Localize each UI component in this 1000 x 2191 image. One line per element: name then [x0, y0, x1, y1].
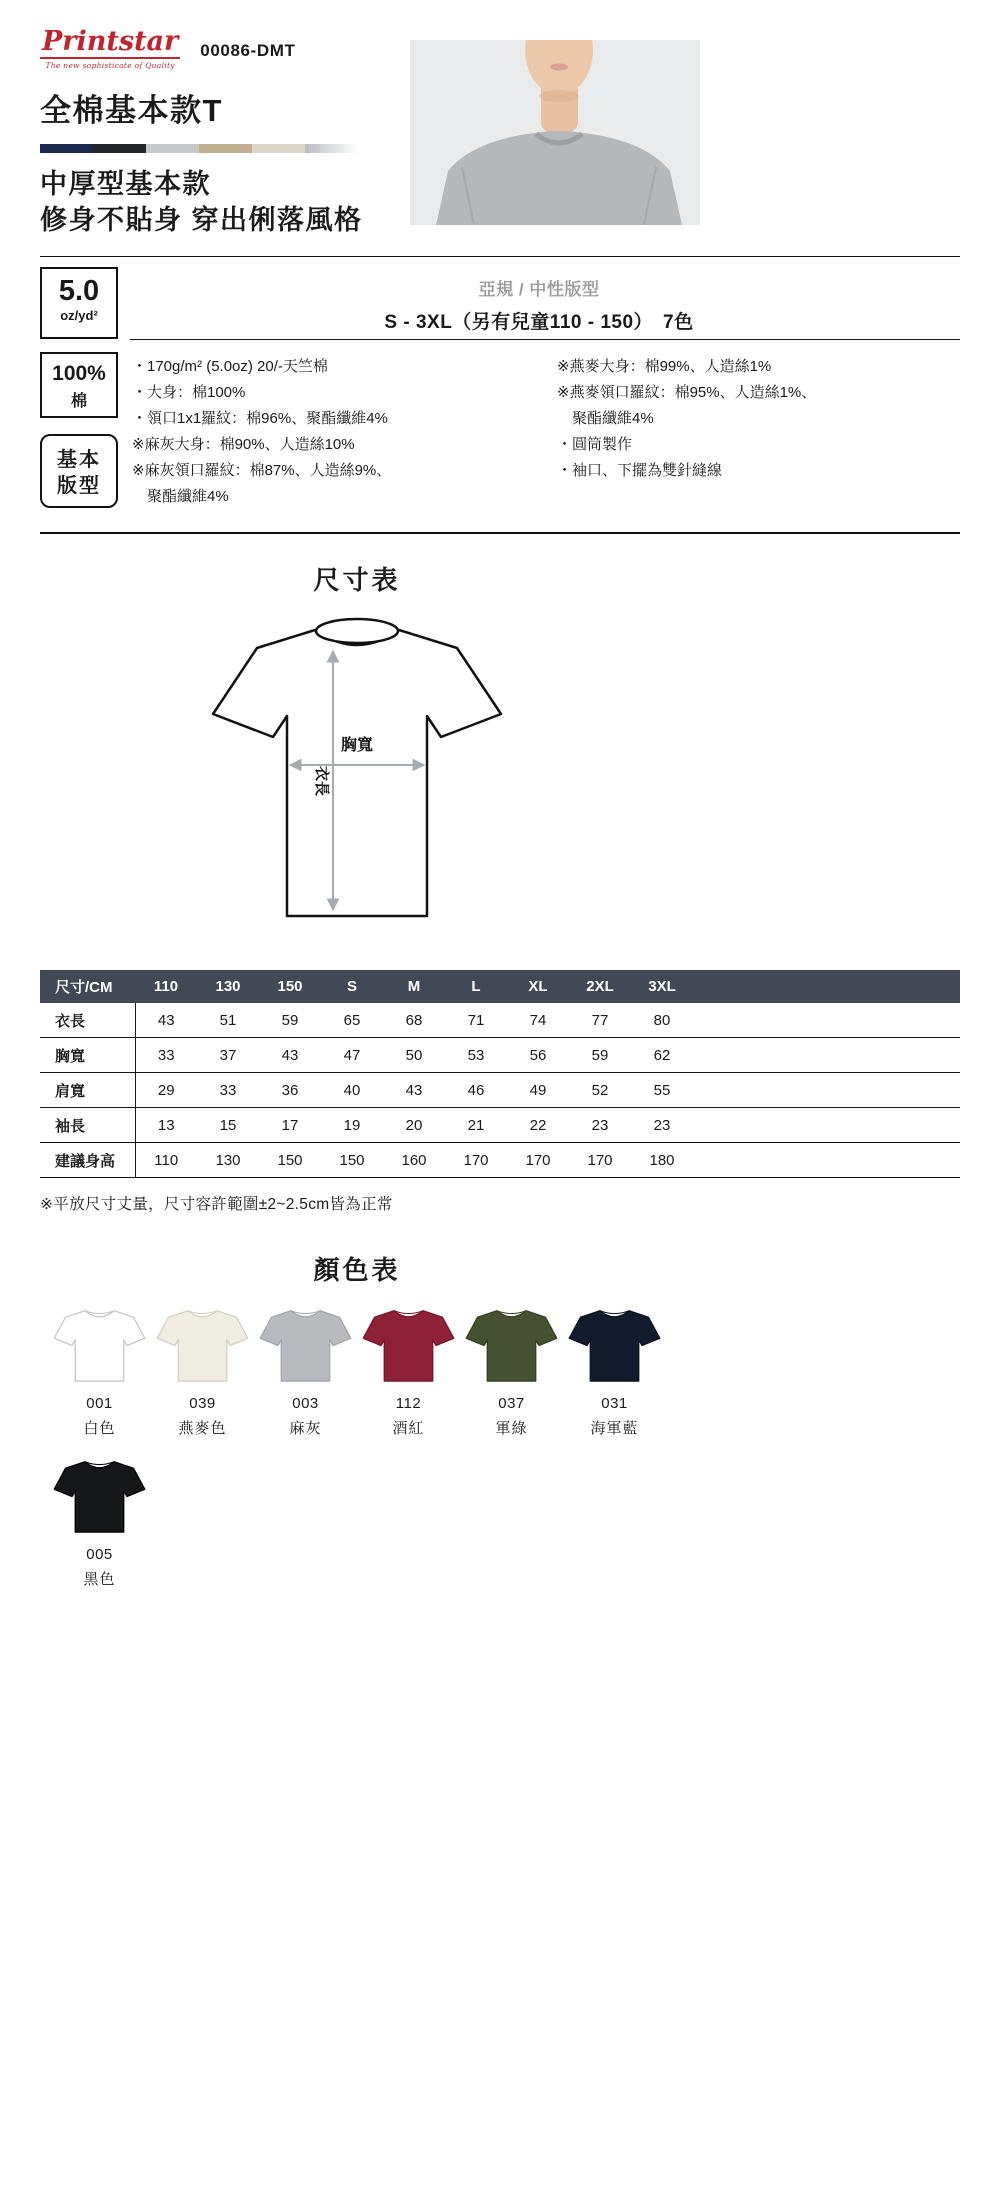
- tshirt-color-image: [51, 1456, 148, 1537]
- cell: 37: [197, 1038, 259, 1073]
- table-row: [40, 1003, 960, 1038]
- cell: 65: [321, 1003, 383, 1038]
- row-label: 衣長: [40, 1003, 135, 1038]
- cell: 130: [197, 1143, 259, 1178]
- strip-segment: [146, 144, 199, 153]
- subtitle-line-1: 中厚型基本款: [40, 169, 211, 199]
- detail-item: 聚酯纖維4%: [132, 487, 229, 505]
- cell: 68: [383, 1003, 445, 1038]
- cell: 29: [135, 1073, 197, 1108]
- material-details-right: [557, 354, 960, 510]
- col-header: M: [383, 970, 445, 1003]
- spec-row-weight: [0, 257, 1000, 339]
- detail-item: ・領口1x1羅紋：棉96%、聚酯纖維4%: [132, 409, 388, 427]
- color-swatch-039: [151, 1305, 254, 1438]
- tshirt-measure-diagram: [167, 613, 547, 947]
- tshirt-color-image: [257, 1305, 354, 1386]
- cell: 150: [321, 1143, 383, 1178]
- cell: 19: [321, 1108, 383, 1143]
- product-code: 00086-DMT: [200, 41, 296, 60]
- col-header: L: [445, 970, 507, 1003]
- color-name: 燕麥色: [178, 1420, 227, 1438]
- cell: 59: [259, 1003, 321, 1038]
- detail-item: ・170g/m² (5.0oz) 20/-天竺棉: [132, 357, 328, 375]
- cell: 20: [383, 1108, 445, 1143]
- row-label: 建議身高: [40, 1143, 135, 1178]
- measurement-note: ※平放尺寸丈量，尺寸容許範圍±2~2.5cm皆為正常: [40, 1196, 393, 1214]
- cell: 52: [569, 1073, 631, 1108]
- cell: 21: [445, 1108, 507, 1143]
- header: [0, 0, 1000, 239]
- detail-item: ・袖口、下擺為雙針縫線: [557, 461, 723, 479]
- row-filler: [693, 1143, 960, 1178]
- cell: 43: [259, 1038, 321, 1073]
- weight-value: 5.0: [58, 274, 100, 307]
- cell: 160: [383, 1143, 445, 1178]
- basic-fit-badge: [40, 434, 118, 508]
- color-name: 海軍藍: [590, 1420, 639, 1438]
- size-section: [0, 560, 1000, 1215]
- color-code: 005: [86, 1546, 113, 1564]
- col-header: 3XL: [631, 970, 693, 1003]
- col-header: 150: [259, 970, 321, 1003]
- detail-item: 聚酯纖維4%: [557, 409, 654, 427]
- brand-logo-tagline: The new sophisticate of Quality: [45, 61, 175, 70]
- cell: 77: [569, 1003, 631, 1038]
- tshirt-color-image: [566, 1305, 663, 1386]
- strip-segment: [199, 144, 252, 153]
- cell: 55: [631, 1073, 693, 1108]
- color-code: 003: [292, 1395, 319, 1413]
- cotton-value: 100%: [52, 361, 106, 385]
- cell: 23: [631, 1108, 693, 1143]
- material-details: [132, 352, 960, 510]
- tshirt-outline: [213, 630, 501, 916]
- col-header: 110: [135, 970, 197, 1003]
- col-header: 2XL: [569, 970, 631, 1003]
- cell: 180: [631, 1143, 693, 1178]
- size-diagram: [167, 613, 547, 952]
- strip-segment: [93, 144, 146, 153]
- color-swatch-005: [48, 1456, 151, 1589]
- cell: 43: [383, 1073, 445, 1108]
- row-filler: [693, 1003, 960, 1038]
- cell: 47: [321, 1038, 383, 1073]
- cell: 17: [259, 1108, 321, 1143]
- fit-badge-line-1: 基本: [57, 448, 101, 471]
- detail-item: ※燕麥領口羅紋：棉95%、人造絲1%、: [557, 383, 817, 401]
- collar: [316, 619, 398, 643]
- tshirt-color-image: [51, 1305, 148, 1386]
- size-diagram-block: [0, 560, 714, 952]
- weight-unit: oz/yd²: [60, 308, 98, 324]
- page-title: 全棉基本款T: [40, 93, 223, 128]
- color-swatch-037: [460, 1305, 563, 1438]
- color-swatch-031: [563, 1305, 666, 1438]
- body-length-label: 衣長: [313, 765, 330, 796]
- row-label: 肩寬: [40, 1073, 135, 1108]
- color-swatches: [0, 1287, 714, 1607]
- cell: 53: [445, 1038, 507, 1073]
- weight-badge: [40, 267, 118, 339]
- cell: 33: [197, 1073, 259, 1108]
- cell: 56: [507, 1038, 569, 1073]
- cotton-unit: 棉: [70, 392, 87, 410]
- brand-logo: [40, 28, 180, 70]
- color-name: 酒紅: [392, 1420, 425, 1438]
- cell: 49: [507, 1073, 569, 1108]
- detail-item: ※麻灰領口羅紋：棉87%、人造絲9%、: [132, 461, 392, 479]
- color-code: 039: [189, 1395, 216, 1413]
- subtitle-line-2: 修身不貼身 穿出俐落風格: [40, 205, 363, 236]
- color-code: 037: [498, 1395, 525, 1413]
- cell: 110: [135, 1143, 197, 1178]
- table-row: [40, 1143, 960, 1178]
- header-filler: [693, 970, 960, 1003]
- cell: 22: [507, 1108, 569, 1143]
- cell: 170: [569, 1143, 631, 1178]
- detail-item: ・大身：棉100%: [132, 383, 246, 401]
- detail-item: ※燕麥大身：棉99%、人造絲1%: [557, 357, 772, 375]
- strip-segment: [40, 144, 93, 153]
- cell: 40: [321, 1073, 383, 1108]
- cell: 43: [135, 1003, 197, 1038]
- table-row: [40, 1073, 960, 1108]
- material-details-left: [132, 354, 557, 510]
- row-label: 胸寬: [40, 1038, 135, 1073]
- strip-segment: [305, 144, 358, 153]
- cell: 62: [631, 1038, 693, 1073]
- cell: 51: [197, 1003, 259, 1038]
- cell: 71: [445, 1003, 507, 1038]
- row-filler: [693, 1038, 960, 1073]
- cell: 50: [383, 1038, 445, 1073]
- tshirt-color-image: [360, 1305, 457, 1386]
- size-range-label: S - 3XL（另有兒童110 - 150） 7色: [384, 311, 694, 333]
- tshirt-color-image: [154, 1305, 251, 1386]
- fit-badge-line-2: 版型: [57, 474, 101, 497]
- tshirt-color-image: [463, 1305, 560, 1386]
- col-header: 尺寸/CM: [40, 970, 135, 1003]
- size-section-heading: 尺寸表: [313, 564, 401, 595]
- detail-item: ※麻灰大身：棉90%、人造絲10%: [132, 435, 355, 453]
- fit-region-label: 亞規 / 中性版型: [478, 279, 600, 299]
- fit-size-info: [118, 267, 960, 334]
- badge-column: [40, 352, 118, 510]
- cell: 46: [445, 1073, 507, 1108]
- col-header: 130: [197, 970, 259, 1003]
- color-strip: [40, 144, 358, 153]
- cell: 13: [135, 1108, 197, 1143]
- color-section: [0, 1250, 1000, 1607]
- row-filler: [693, 1108, 960, 1143]
- color-code: 001: [86, 1395, 113, 1413]
- cell: 33: [135, 1038, 197, 1073]
- brand-logo-text: Printstar: [42, 26, 179, 57]
- table-row: [40, 1038, 960, 1073]
- row-label: 袖長: [40, 1108, 135, 1143]
- color-name: 黑色: [83, 1571, 116, 1589]
- size-table: [40, 970, 960, 1179]
- col-header: S: [321, 970, 383, 1003]
- cell: 23: [569, 1108, 631, 1143]
- detail-item: ・圓筒製作: [557, 435, 633, 453]
- divider-thick: [40, 532, 960, 534]
- cotton-badge: [40, 352, 118, 418]
- color-code: 031: [601, 1395, 628, 1413]
- color-section-heading: 顏色表: [313, 1255, 401, 1286]
- product-photo-image: [410, 40, 700, 225]
- size-table-header-row: [40, 970, 960, 1003]
- cell: 74: [507, 1003, 569, 1038]
- row-filler: [693, 1073, 960, 1108]
- color-name: 麻灰: [289, 1420, 322, 1438]
- cell: 80: [631, 1003, 693, 1038]
- strip-segment: [252, 144, 305, 153]
- product-photo: [410, 40, 700, 225]
- cell: 36: [259, 1073, 321, 1108]
- cell: 170: [507, 1143, 569, 1178]
- cell: 150: [259, 1143, 321, 1178]
- chest-width-label: 胸寬: [340, 736, 374, 754]
- color-swatch-003: [254, 1305, 357, 1438]
- table-row: [40, 1108, 960, 1143]
- cell: 15: [197, 1108, 259, 1143]
- color-name: 白色: [83, 1420, 116, 1438]
- cell: 170: [445, 1143, 507, 1178]
- color-name: 軍綠: [495, 1420, 528, 1438]
- color-code: 112: [395, 1395, 422, 1413]
- col-header: XL: [507, 970, 569, 1003]
- color-block: [0, 1250, 714, 1607]
- cell: 59: [569, 1038, 631, 1073]
- spec-row-material: [0, 340, 1000, 510]
- color-swatch-112: [357, 1305, 460, 1438]
- color-swatch-001: [48, 1305, 151, 1438]
